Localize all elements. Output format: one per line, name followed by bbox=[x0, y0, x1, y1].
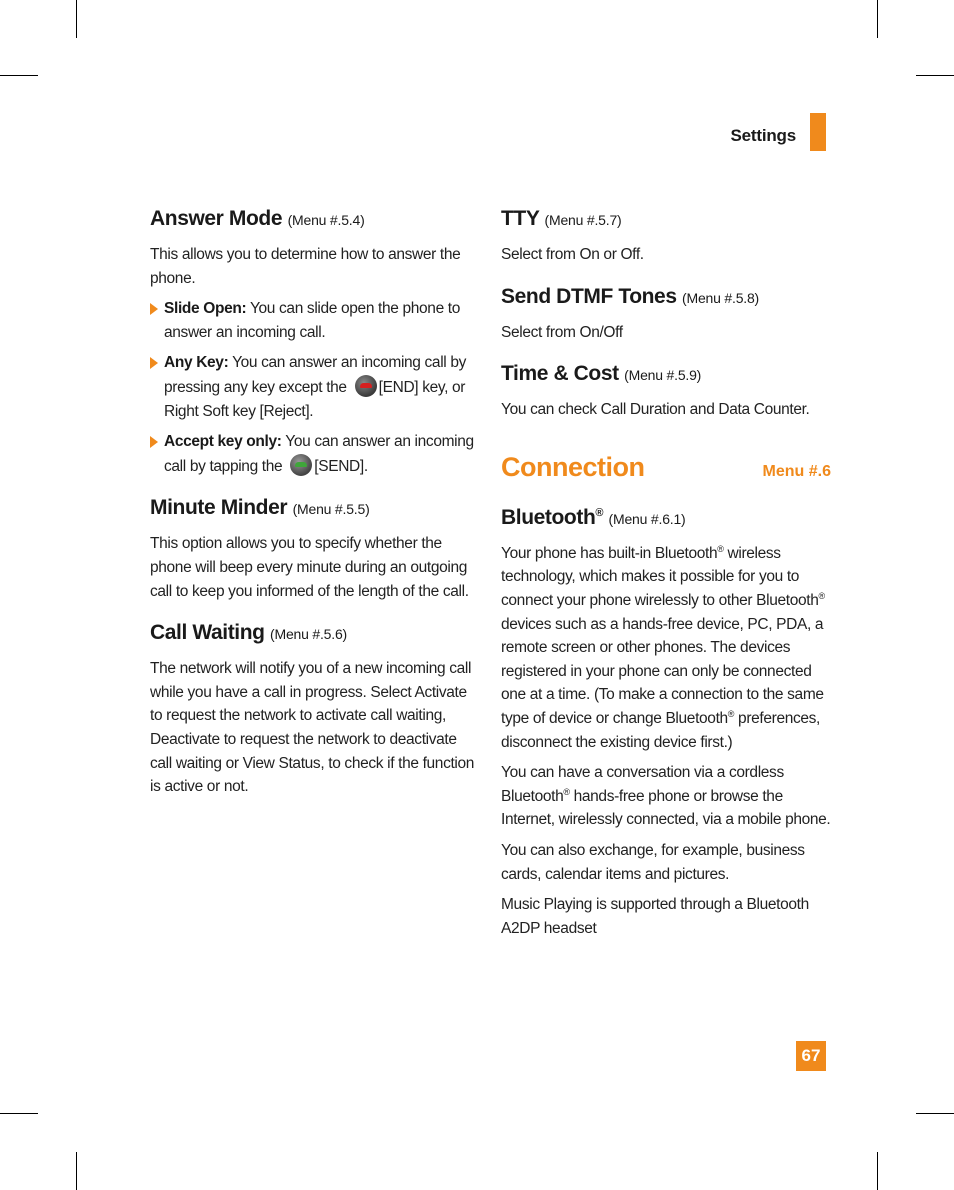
connection-title: Connection bbox=[501, 451, 645, 482]
time-cost-section bbox=[501, 360, 831, 422]
heading-title: Answer Mode bbox=[150, 207, 283, 230]
bluetooth-section bbox=[501, 499, 831, 941]
option-label: Slide Open: bbox=[164, 300, 247, 318]
bluetooth-paragraph: Music Playing is supported through a Bluetooth A2DP headset bbox=[501, 896, 809, 937]
registered-mark: ® bbox=[595, 506, 604, 519]
crop-mark bbox=[0, 75, 38, 76]
answer-mode-section bbox=[150, 205, 475, 478]
registered-mark: ® bbox=[563, 786, 570, 797]
text-run: You can have a conversation via a cordless Bluetooth bbox=[501, 764, 784, 805]
bluetooth-paragraph bbox=[501, 542, 831, 754]
menu-ref: (Menu #.5.7) bbox=[544, 212, 622, 228]
send-dtmf-body: Select from On/Off bbox=[501, 323, 623, 341]
text-run: preferences, disconnect the existing device first.) bbox=[501, 709, 821, 751]
time-cost-heading bbox=[501, 360, 831, 389]
tty-heading bbox=[501, 205, 831, 234]
heading-title: Time & Cost bbox=[501, 362, 619, 386]
registered-mark: ® bbox=[717, 543, 724, 554]
answer-mode-heading bbox=[150, 205, 475, 234]
registered-mark: ® bbox=[818, 590, 825, 601]
option-label: Accept key only: bbox=[164, 433, 282, 451]
menu-ref: (Menu #.5.8) bbox=[682, 289, 760, 306]
registered-mark: ® bbox=[727, 708, 735, 719]
menu-ref: (Menu #.5.6) bbox=[270, 626, 348, 643]
option-accept-key-only bbox=[150, 430, 475, 478]
answer-mode-options bbox=[150, 297, 475, 478]
option-text: You can slide open the phone to answer an incoming call. bbox=[164, 300, 461, 341]
heading-title: Call Waiting bbox=[150, 621, 265, 645]
left-column bbox=[150, 205, 475, 815]
crop-mark bbox=[916, 75, 954, 76]
option-text: You can answer an incoming call by tapping the bbox=[164, 433, 474, 475]
heading-title: TTY bbox=[501, 207, 540, 230]
option-any-key bbox=[150, 351, 475, 423]
crop-mark bbox=[877, 1152, 878, 1190]
crop-mark bbox=[0, 1113, 38, 1114]
call-waiting-body: The network will notify you of a new incoming call while you have a call in progress. Select Activate to request the network to activate call waiting, Deactivate to request the network to deactivate call waiting or View Status, to check if the function is active or not. bbox=[150, 660, 475, 796]
connection-heading bbox=[501, 452, 831, 483]
minute-minder-section bbox=[150, 494, 475, 603]
bluetooth-paragraph: You can also exchange, for example, business cards, calendar items and pictures. bbox=[501, 841, 805, 883]
heading-title: Minute Minder bbox=[150, 496, 288, 520]
text-run: hands-free phone or browse the Internet, wirelessly connected, via a mobile phone. bbox=[501, 787, 831, 829]
heading-title: Bluetooth bbox=[501, 505, 596, 529]
send-dtmf-heading bbox=[501, 283, 831, 312]
menu-ref: (Menu #.5.9) bbox=[624, 367, 702, 384]
connection-menu-ref: Menu #.6 bbox=[762, 462, 831, 480]
send-dtmf-section bbox=[501, 283, 831, 345]
call-waiting-section bbox=[150, 619, 475, 799]
option-label: Any Key: bbox=[164, 354, 229, 372]
answer-mode-intro: This allows you to determine how to answer the phone. bbox=[150, 246, 461, 287]
crop-mark bbox=[877, 0, 878, 38]
option-text: You can answer an incoming call by pressing any key except the bbox=[164, 354, 467, 396]
bullet-arrow-icon bbox=[150, 436, 158, 448]
page-number: 67 bbox=[796, 1041, 826, 1071]
right-column bbox=[501, 205, 831, 956]
minute-minder-heading bbox=[150, 494, 475, 523]
text-run: devices such as a hands-free device, PC, PDA, a remote screen or other phones. The devices registered in your phone can only be connected one at a time. (To make a connection to the same type of device or change Bluetooth bbox=[501, 615, 824, 727]
send-key-icon bbox=[290, 454, 312, 476]
crop-mark bbox=[76, 0, 77, 38]
time-cost-body: You can check Call Duration and Data Counter. bbox=[501, 401, 810, 419]
call-waiting-heading bbox=[150, 619, 475, 648]
tty-section bbox=[501, 205, 831, 267]
heading-title: Send DTMF Tones bbox=[501, 284, 677, 308]
minute-minder-body: This option allows you to specify whether the phone will beep every minute during an outgoing call to keep you informed of the length of the call. bbox=[150, 535, 469, 600]
crop-mark bbox=[916, 1113, 954, 1114]
bullet-arrow-icon bbox=[150, 303, 158, 315]
section-tab-marker bbox=[810, 113, 826, 151]
menu-ref: (Menu #.5.4) bbox=[287, 212, 365, 228]
running-header: Settings bbox=[730, 126, 796, 145]
option-text: [SEND]. bbox=[314, 457, 368, 475]
crop-mark bbox=[76, 1152, 77, 1190]
option-slide-open bbox=[150, 297, 475, 344]
bluetooth-heading bbox=[501, 499, 831, 533]
bullet-arrow-icon bbox=[150, 357, 158, 369]
menu-ref: (Menu #.6.1) bbox=[608, 510, 686, 527]
tty-body: Select from On or Off. bbox=[501, 246, 644, 263]
text-run: Your phone has built-in Bluetooth bbox=[501, 544, 718, 562]
option-text: [END] key, or Right Soft key [Reject]. bbox=[164, 378, 466, 420]
bluetooth-paragraph bbox=[501, 761, 831, 832]
menu-ref: (Menu #.5.5) bbox=[292, 501, 370, 518]
end-key-icon bbox=[355, 375, 377, 397]
text-run: wireless technology, which makes it possible for you to connect your phone wirelessly to other Bluetooth bbox=[501, 544, 819, 609]
